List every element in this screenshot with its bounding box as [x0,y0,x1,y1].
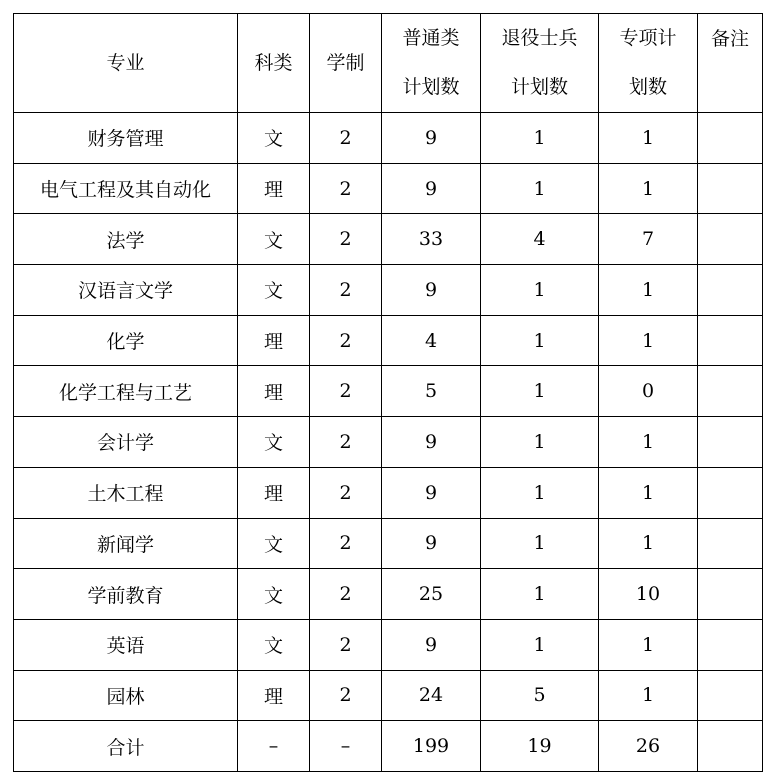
cell-category: 文 [238,569,310,620]
cell-remarks [698,315,763,366]
cell-remarks [698,518,763,569]
cell-major: 法学 [14,214,238,265]
table-row [14,315,763,366]
cell-special: 1 [599,315,698,366]
cell-category: 文 [238,518,310,569]
cell-category: 文 [238,214,310,265]
header-regular-line1: 普通类 [402,27,460,49]
cell-veteran: 1 [481,366,599,417]
cell-remarks [698,467,763,518]
cell-veteran: 1 [481,265,599,316]
cell-duration: 2 [310,467,382,518]
cell-category: 文 [238,113,310,164]
cell-regular: 33 [382,214,481,265]
cell-category: 文 [238,417,310,468]
header-veteran-line2: 计划数 [510,76,568,98]
cell-remarks [698,670,763,721]
cell-duration: 2 [310,619,382,670]
cell-category: 理 [238,163,310,214]
cell-major: 汉语言文学 [14,265,238,316]
cell-duration: 2 [310,518,382,569]
cell-category: 文 [238,619,310,670]
header-regular-plan [382,14,481,113]
cell-duration: 2 [310,315,382,366]
cell-duration: 2 [310,417,382,468]
cell-remarks [698,163,763,214]
cell-veteran: 1 [481,163,599,214]
cell-regular: 9 [382,163,481,214]
cell-category: 理 [238,315,310,366]
cell-veteran: 1 [481,315,599,366]
cell-duration: 2 [310,163,382,214]
cell-major: 化学工程与工艺 [14,366,238,417]
cell-regular: 9 [382,467,481,518]
cell-special: 7 [599,214,698,265]
cell-special: 10 [599,569,698,620]
cell-veteran: 5 [481,670,599,721]
cell-duration: 2 [310,113,382,164]
cell-regular: 24 [382,670,481,721]
cell-category: – [238,721,310,772]
cell-regular: 5 [382,366,481,417]
header-category: 科类 [238,14,310,113]
total-row [14,721,763,772]
cell-special: 1 [599,670,698,721]
cell-remarks [698,214,763,265]
cell-remarks [698,417,763,468]
table-body [14,113,763,772]
cell-major: 园林 [14,670,238,721]
cell-veteran: 1 [481,113,599,164]
cell-remarks [698,366,763,417]
cell-regular: 9 [382,518,481,569]
cell-special: 1 [599,467,698,518]
cell-special: 1 [599,417,698,468]
cell-regular: 4 [382,315,481,366]
cell-regular: 199 [382,721,481,772]
cell-special: 0 [599,366,698,417]
cell-remarks [698,569,763,620]
cell-special: 1 [599,163,698,214]
cell-veteran: 1 [481,569,599,620]
header-special-line2: 划数 [628,76,667,98]
table-row [14,214,763,265]
cell-category: 文 [238,265,310,316]
cell-duration: 2 [310,214,382,265]
cell-regular: 9 [382,417,481,468]
header-remarks: 备注 [698,14,763,113]
cell-veteran: 4 [481,214,599,265]
header-duration: 学制 [310,14,382,113]
cell-category: 理 [238,670,310,721]
cell-duration: – [310,721,382,772]
table-row [14,569,763,620]
table-row [14,417,763,468]
cell-special: 1 [599,113,698,164]
cell-regular: 9 [382,619,481,670]
cell-veteran: 1 [481,467,599,518]
table-row [14,518,763,569]
cell-regular: 25 [382,569,481,620]
cell-veteran: 1 [481,518,599,569]
cell-regular: 9 [382,113,481,164]
cell-remarks [698,265,763,316]
header-major: 专业 [14,14,238,113]
cell-veteran: 19 [481,721,599,772]
cell-major: 学前教育 [14,569,238,620]
table-row [14,163,763,214]
table-row [14,113,763,164]
cell-duration: 2 [310,670,382,721]
header-veteran-line1: 退役士兵 [501,27,578,49]
cell-duration: 2 [310,366,382,417]
cell-major: 英语 [14,619,238,670]
header-regular-line2: 计划数 [402,76,460,98]
header-row [14,14,763,113]
cell-special: 1 [599,619,698,670]
cell-regular: 9 [382,265,481,316]
table-row [14,467,763,518]
enrollment-plan-table [13,13,763,772]
cell-veteran: 1 [481,417,599,468]
header-special-plan [599,14,698,113]
cell-major: 化学 [14,315,238,366]
cell-major: 新闻学 [14,518,238,569]
header-veteran-plan [481,14,599,113]
cell-major: 电气工程及其自动化 [14,163,238,214]
table-row [14,670,763,721]
cell-special: 1 [599,265,698,316]
cell-major: 合计 [14,721,238,772]
table-row [14,619,763,670]
cell-duration: 2 [310,569,382,620]
cell-special: 26 [599,721,698,772]
cell-major: 土木工程 [14,467,238,518]
cell-remarks [698,113,763,164]
cell-remarks [698,619,763,670]
cell-major: 财务管理 [14,113,238,164]
cell-major: 会计学 [14,417,238,468]
cell-category: 理 [238,366,310,417]
cell-special: 1 [599,518,698,569]
header-special-line1: 专项计 [619,27,677,49]
table-row [14,265,763,316]
cell-veteran: 1 [481,619,599,670]
cell-remarks [698,721,763,772]
cell-category: 理 [238,467,310,518]
cell-duration: 2 [310,265,382,316]
table-row [14,366,763,417]
